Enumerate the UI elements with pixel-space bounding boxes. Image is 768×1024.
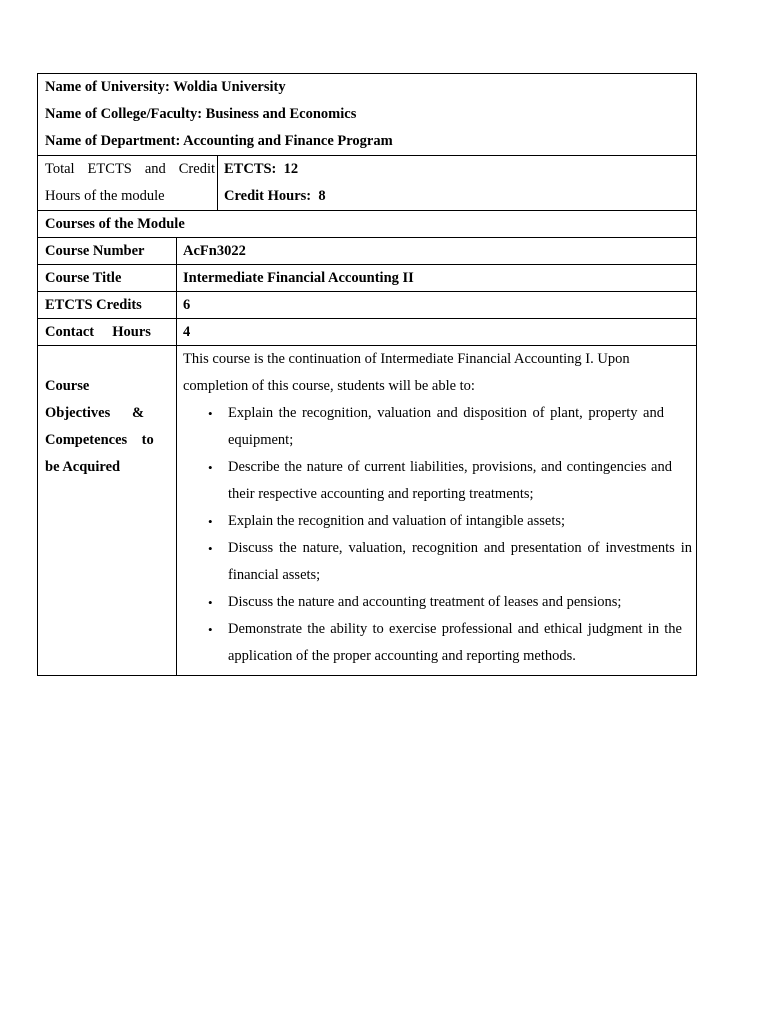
department-name: Name of Department: Accounting and Finance Program — [45, 133, 393, 149]
objectives-label-line2: Objectives & — [45, 405, 145, 421]
college-name: Name of College/Faculty: Business and Economics — [45, 106, 357, 122]
course-number-row — [37, 237, 697, 264]
university-name: Name of University: Woldia University — [45, 79, 286, 95]
objective-item: • Explain the recognition and valuation of intangible assets; — [183, 508, 692, 535]
objectives-list — [183, 400, 692, 670]
objectives-label-line3: Competences to — [45, 432, 154, 448]
etcts-credits-value-cell — [177, 292, 696, 318]
objectives-content-cell — [177, 346, 696, 675]
contact-hours-value: 4 — [183, 324, 191, 340]
etcts-label-line1: Total ETCTS and Credit — [45, 161, 215, 177]
course-number-value: AcFn3022 — [183, 243, 246, 259]
etcts-credits-row — [37, 291, 697, 318]
etcts-label-cell — [38, 156, 218, 210]
course-title-label: Course Title — [45, 270, 122, 286]
objectives-intro-line2: completion of this course, students will be able to: — [183, 378, 475, 394]
course-number-value-cell — [177, 238, 696, 264]
etcts-label-line2: Hours of the module — [45, 188, 165, 204]
contact-hours-row — [37, 318, 697, 345]
etcts-row — [37, 155, 697, 210]
objectives-label-line4: be Acquired — [45, 459, 121, 475]
credit-hours-value: Credit Hours: 8 — [224, 188, 326, 204]
contact-hours-value-cell — [177, 319, 696, 345]
contact-hours-label-cell — [38, 319, 177, 345]
module-header — [37, 73, 697, 155]
course-number-label-cell — [38, 238, 177, 264]
etcts-value-cell — [218, 156, 696, 210]
objective-item: • Explain the recognition, valuation and disposition of plant, property and equipment; — [183, 400, 692, 454]
course-title-value-cell — [177, 265, 696, 291]
objectives-label-cell — [38, 346, 177, 675]
course-title-label-cell — [38, 265, 177, 291]
courses-heading: Courses of the Module — [45, 216, 185, 232]
objective-item: • Describe the nature of current liabilities, provisions, and contingencies and their respective accounting and reporting treatments; — [183, 454, 692, 508]
contact-hours-label: Contact Hours — [45, 324, 151, 340]
etcts-value: ETCTS: 12 — [224, 161, 299, 177]
etcts-credits-label: ETCTS Credits — [45, 297, 142, 313]
objective-item: • Demonstrate the ability to exercise professional and ethical judgment in the application of the proper accounting and reporting methods. — [183, 616, 692, 670]
objectives-row — [37, 345, 697, 676]
course-title-row — [37, 264, 697, 291]
objectives-label-line1: Course — [45, 378, 90, 394]
course-title-value: Intermediate Financial Accounting II — [183, 270, 414, 286]
objective-item: • Discuss the nature and accounting treatment of leases and pensions; — [183, 589, 692, 616]
courses-heading-row — [37, 210, 697, 237]
etcts-credits-label-cell — [38, 292, 177, 318]
course-number-label: Course Number — [45, 243, 145, 259]
etcts-credits-value: 6 — [183, 297, 191, 313]
module-table — [37, 73, 697, 676]
objective-item: • Discuss the nature, valuation, recognition and presentation of investments in financial assets; — [183, 535, 692, 589]
objectives-intro-line1: This course is the continuation of Intermediate Financial Accounting I. Upon — [183, 351, 630, 367]
